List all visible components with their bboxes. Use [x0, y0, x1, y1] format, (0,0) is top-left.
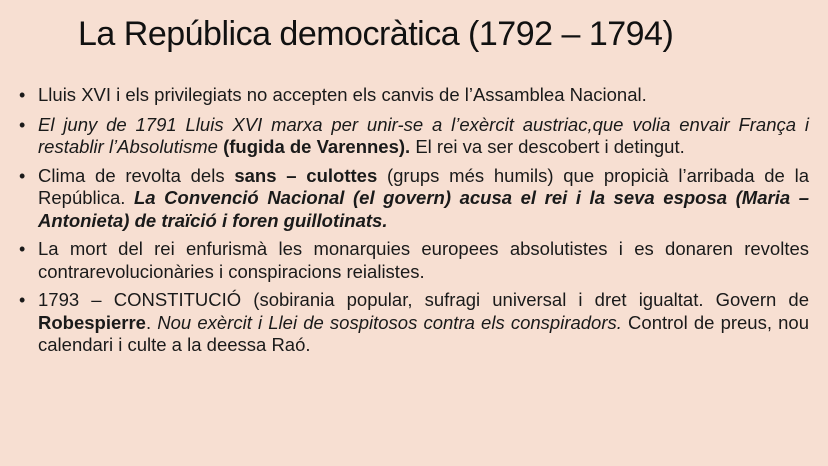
bullet-text: 1793 – CONSTITUCIÓ (sobirania popular, sufragi universal i dret igualtat. Govern de — [38, 289, 809, 310]
bullet-item-3 — [19, 165, 809, 233]
bullet-text-bold-italic: La Convenció Nacional (el govern) acusa el rei i la seva esposa (Maria – Antonieta) de traïció i foren guillotinats. — [38, 187, 809, 231]
bullet-text: Control de preus, nou calendari i culte a la deessa Raó. — [38, 311, 810, 355]
bullet-text-italic: El juny de 1791 Lluis XVI marxa per unir-se a l’exèrcit austriac,que volia envair França i restablir l’Absolutisme — [38, 113, 809, 157]
bullet-text: (grups més humils) que propicià l’arribada de la República. — [38, 164, 809, 208]
bullet-text: Lluis XVI i els privilegiats no accepten els canvis de l’Assamblea Nacional. — [38, 84, 647, 105]
bullet-item-5 — [19, 289, 809, 357]
bullet-text-bold: (fugida de Varennes). — [223, 136, 411, 157]
slide-title: La República democràtica (1792 – 1794) — [78, 15, 674, 53]
bullet-text-bold: Robespierre — [38, 311, 146, 333]
bullet-text: . — [145, 311, 158, 333]
bullet-list — [19, 84, 809, 363]
bullet-item-4 — [19, 238, 809, 283]
bullet-text: El rei va ser descobert i detingut. — [410, 136, 685, 157]
bullet-item-2 — [19, 114, 809, 159]
bullet-text-bold: sans – culottes — [234, 164, 378, 186]
bullet-text: Clima de revolta dels — [38, 164, 235, 186]
bullet-item-1 — [19, 84, 809, 107]
bullet-text: La mort del rei enfurismà les monarquies europees absolutistes i es donaren revoltes contrarevolucionàries i conspiracions reialistes. — [38, 238, 809, 282]
bullet-text-italic: Nou exèrcit i Llei de sospitosos contra els conspiradors. — [157, 311, 622, 333]
